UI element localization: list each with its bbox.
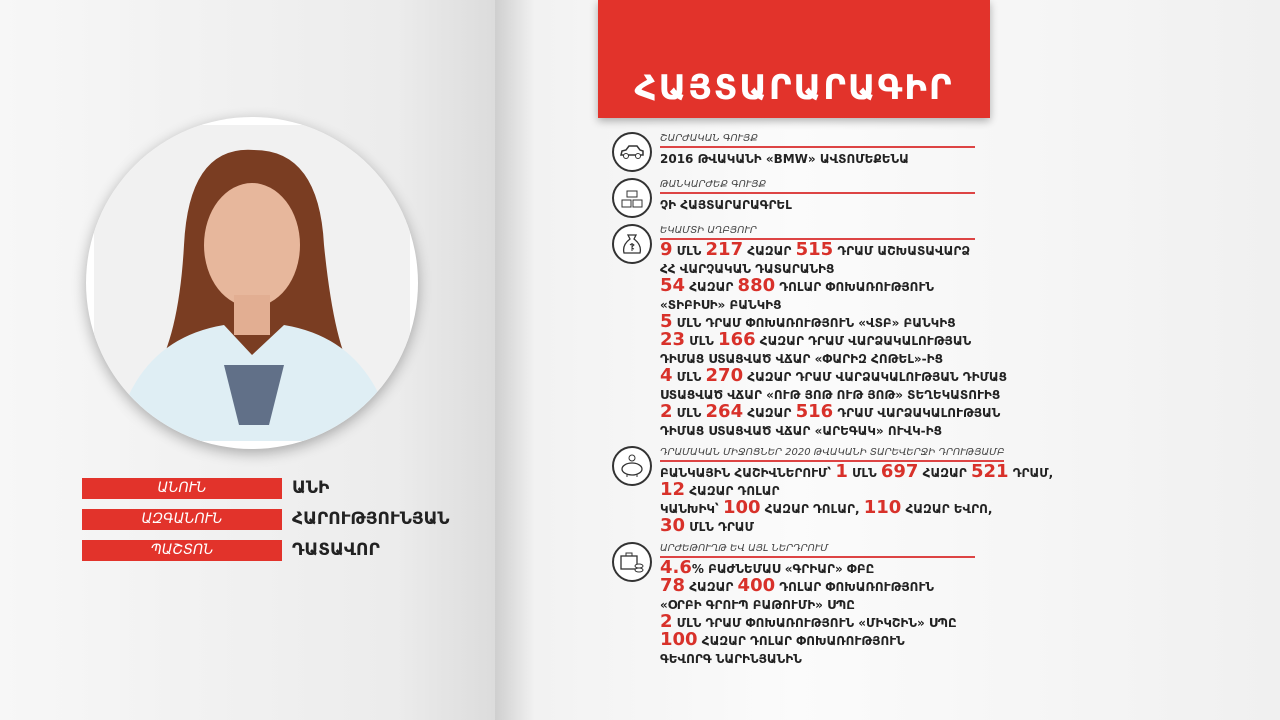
amount-number: 697: [880, 461, 919, 482]
section-line: [660, 150, 1172, 168]
line-text: ՉԻ ՀԱՅՏԱՐԱՐԱԳՐԵԼ: [660, 198, 792, 212]
amount-number: 880: [737, 275, 776, 296]
declaration-sections: [612, 132, 1172, 668]
section-label: ՇԱՐԺԱԿԱՆ ԳՈՒՅՔ: [660, 132, 975, 148]
declaration-section: [612, 446, 1172, 536]
amount-number: 515: [795, 239, 834, 260]
line-text: ԴԻՄԱՑ ՍՏԱՑՎԱԾ ՎՃԱՐ «ՓԱՐԻԶ ՀՈԹԵԼ»-ԻՑ: [660, 352, 943, 366]
section-label: ԵԿԱՄՏԻ ԱՂԲՅՈՒՐ: [660, 224, 975, 240]
field-value: ԱՆԻ: [292, 478, 330, 498]
amount-number: 400: [737, 575, 776, 596]
line-text: ՄԼՆ ԴՐԱՄ ՓՈԽԱՌՈՒԹՅՈՒՆ «ՄԻԿՇԻՆ» ՍՊԸ: [672, 616, 957, 630]
line-text: ՀԱԶԱՐ ԴՈԼԱՐ: [685, 484, 780, 498]
line-text: ՄԼՆ: [672, 244, 706, 258]
amount-number: 30: [660, 515, 686, 536]
amount-number: 1: [835, 461, 848, 482]
section-line: [660, 196, 1172, 214]
amount-number: 54: [660, 275, 686, 296]
amount-number: 100: [660, 629, 698, 650]
amount-number: 2: [660, 401, 673, 422]
section-line: [660, 650, 1172, 668]
line-text: ՄԼՆ: [672, 406, 706, 420]
section-line: [660, 575, 1172, 596]
line-text: ՍՏԱՑՎԱԾ ՎՃԱՐ «ՈՒԹ ՅՈԹ ՈՒԹ ՅՈԹ» ՏԵՂԵԿԱՏՈՒԻՑ: [660, 388, 1001, 402]
gold-bars-icon: [612, 178, 652, 218]
declaration-section: [612, 224, 1172, 440]
amount-number: 78: [660, 575, 686, 596]
amount-number: 270: [705, 365, 744, 386]
line-text: ՀՀ ՎԱՐՉԱԿԱՆ ԴԱՏԱՐԱՆԻՑ: [660, 262, 835, 276]
section-line: [660, 461, 1172, 482]
amount-number: 9: [660, 239, 673, 260]
amount-number: 166: [718, 329, 756, 350]
field-label: ԱԶԳԱՆՈՒՆ: [82, 509, 282, 530]
line-text: ՀԱԶԱՐ ԴՐԱՄ ՎԱՐՁԱԿԱԼՈՒԹՅԱՆ: [755, 334, 972, 348]
line-text: ԴՈԼԱՐ ՓՈԽԱՌՈՒԹՅՈՒՆ: [775, 280, 934, 294]
line-text: ՀԱԶԱՐ ԴՐԱՄ ՎԱՐՁԱԿԱԼՈՒԹՅԱՆ ԴԻՄԱՑ: [743, 370, 1008, 384]
line-text: ԴՐԱՄ,: [1008, 466, 1054, 480]
car-icon: [612, 132, 652, 172]
amount-number: 23: [660, 329, 686, 350]
line-text: ՄԼՆ: [685, 334, 719, 348]
line-text: ԳԵՎՈՐԳ ՆԱՐԻՆՅԱՆԻՆ: [660, 652, 802, 666]
line-text: ՄԼՆ ԴՐԱՄ ՓՈԽԱՌՈՒԹՅՈՒՆ «ՎՏԲ» ԲԱՆԿԻՑ: [672, 316, 956, 330]
section-label: ԴՐԱՄԱԿԱՆ ՄԻՋՈՑՆԵՐ 2020 ԹՎԱԿԱՆԻ ՏԱՐԵՎԵՐՋԻ ԴՐՈՒԹՅԱՄԲ: [660, 446, 1004, 462]
line-text: ԿԱՆԽԻԿ՝: [660, 502, 723, 516]
title-banner: [598, 0, 990, 118]
line-text: ՄԼՆ ԴՐԱՄ: [685, 520, 754, 534]
line-text: ԲԱՆԿԱՅԻՆ ՀԱՇԻՎՆԵՐՈՒՄ՝: [660, 466, 836, 480]
declaration-section: [612, 178, 1172, 218]
briefcase-coins-icon: [612, 542, 652, 582]
line-text: % ԲԱԺՆԵՄԱՍ «ԳՐԻԱՐ» ՓԲԸ: [691, 562, 875, 576]
line-text: ԴՐԱՄ ԱՇԽԱՏԱՎԱՐՁ: [833, 244, 971, 258]
line-text: ԴԻՄԱՑ ՍՏԱՑՎԱԾ ՎՃԱՐ «ԱՐԵԳԱԿ» ՈՒՎԿ-ԻՑ: [660, 424, 942, 438]
line-text: ՀԱԶԱՐ: [685, 580, 738, 594]
line-text: ՄԼՆ: [672, 370, 706, 384]
amount-number: 2: [660, 611, 673, 632]
amount-number: 4: [660, 365, 673, 386]
line-text: ՀԱԶԱՐ: [685, 280, 738, 294]
field-value: ՀԱՐՈՒԹՅՈՒՆՅԱՆ: [292, 509, 450, 529]
field-value: ԴԱՏԱՎՈՐ: [292, 540, 380, 560]
line-text: 2016 ԹՎԱԿԱՆԻ «BMW» ԱՎՏՈՄԵՔԵՆԱ: [660, 152, 909, 166]
section-line: [660, 515, 1172, 536]
line-text: ՀԱԶԱՐ ԴՈԼԱՐ,: [760, 502, 864, 516]
section-line: [660, 497, 1172, 518]
line-text: «ՏԻԲԻՍԻ» ԲԱՆԿԻՑ: [660, 298, 782, 312]
section-line: [660, 275, 1172, 296]
amount-number: 110: [863, 497, 902, 518]
line-text: ԴՈԼԱՐ ՓՈԽԱՌՈՒԹՅՈՒՆ: [775, 580, 934, 594]
section-line: [660, 329, 1172, 350]
amount-number: 516: [795, 401, 834, 422]
amount-number: 100: [722, 497, 761, 518]
section-line: [660, 296, 1172, 314]
declaration-section: [612, 132, 1172, 172]
amount-number: 12: [660, 479, 686, 500]
page-title: ՀԱՅՏԱՐԱՐԱԳԻՐ: [634, 68, 954, 108]
declaration-section: [612, 542, 1172, 668]
section-label: ԹԱՆԿԱՐԺԵՔ ԳՈՒՅՔ: [660, 178, 975, 194]
section-line: [660, 596, 1172, 614]
section-line: [660, 611, 1172, 632]
field-label: ՊԱՇՏՈՆ: [82, 540, 282, 561]
section-label: ԱՐԺԵԹՈՒՂԹ ԵՎ ԱՅԼ ՆԵՐԴՐՈՒՄ: [660, 542, 975, 558]
amount-number: 217: [705, 239, 744, 260]
line-text: ՀԱԶԱՐ ԵՎՐՈ,: [901, 502, 993, 516]
line-text: «ՕՐԲԻ ԳՐՈՒՊ ԲԱԹՈՒՄԻ» ՍՊԸ: [660, 598, 855, 612]
section-line: [660, 401, 1172, 422]
amount-number: 521: [970, 461, 1009, 482]
line-text: ՀԱԶԱՐ ԴՈԼԱՐ ՓՈԽԱՌՈՒԹՅՈՒՆ: [697, 634, 905, 648]
section-line: [660, 629, 1172, 650]
amount-number: 5: [660, 311, 673, 332]
line-text: ՀԱԶԱՐ: [743, 406, 796, 420]
field-label: ԱՆՈՒՆ: [82, 478, 282, 499]
amount-number: 4.6: [660, 557, 692, 578]
section-line: [660, 422, 1172, 440]
line-text: ՀԱԶԱՐ: [918, 466, 971, 480]
line-text: ՀԱԶԱՐ: [743, 244, 796, 258]
line-text: ՄԼՆ: [847, 466, 881, 480]
section-line: [660, 365, 1172, 386]
line-text: ԴՐԱՄ ՎԱՐՁԱԿԱԼՈՒԹՅԱՆ: [833, 406, 1001, 420]
amount-number: 264: [705, 401, 744, 422]
piggy-bank-icon: [612, 446, 652, 486]
money-bag-icon: [612, 224, 652, 264]
portrait-photo: [86, 117, 418, 449]
section-line: [660, 239, 1172, 260]
